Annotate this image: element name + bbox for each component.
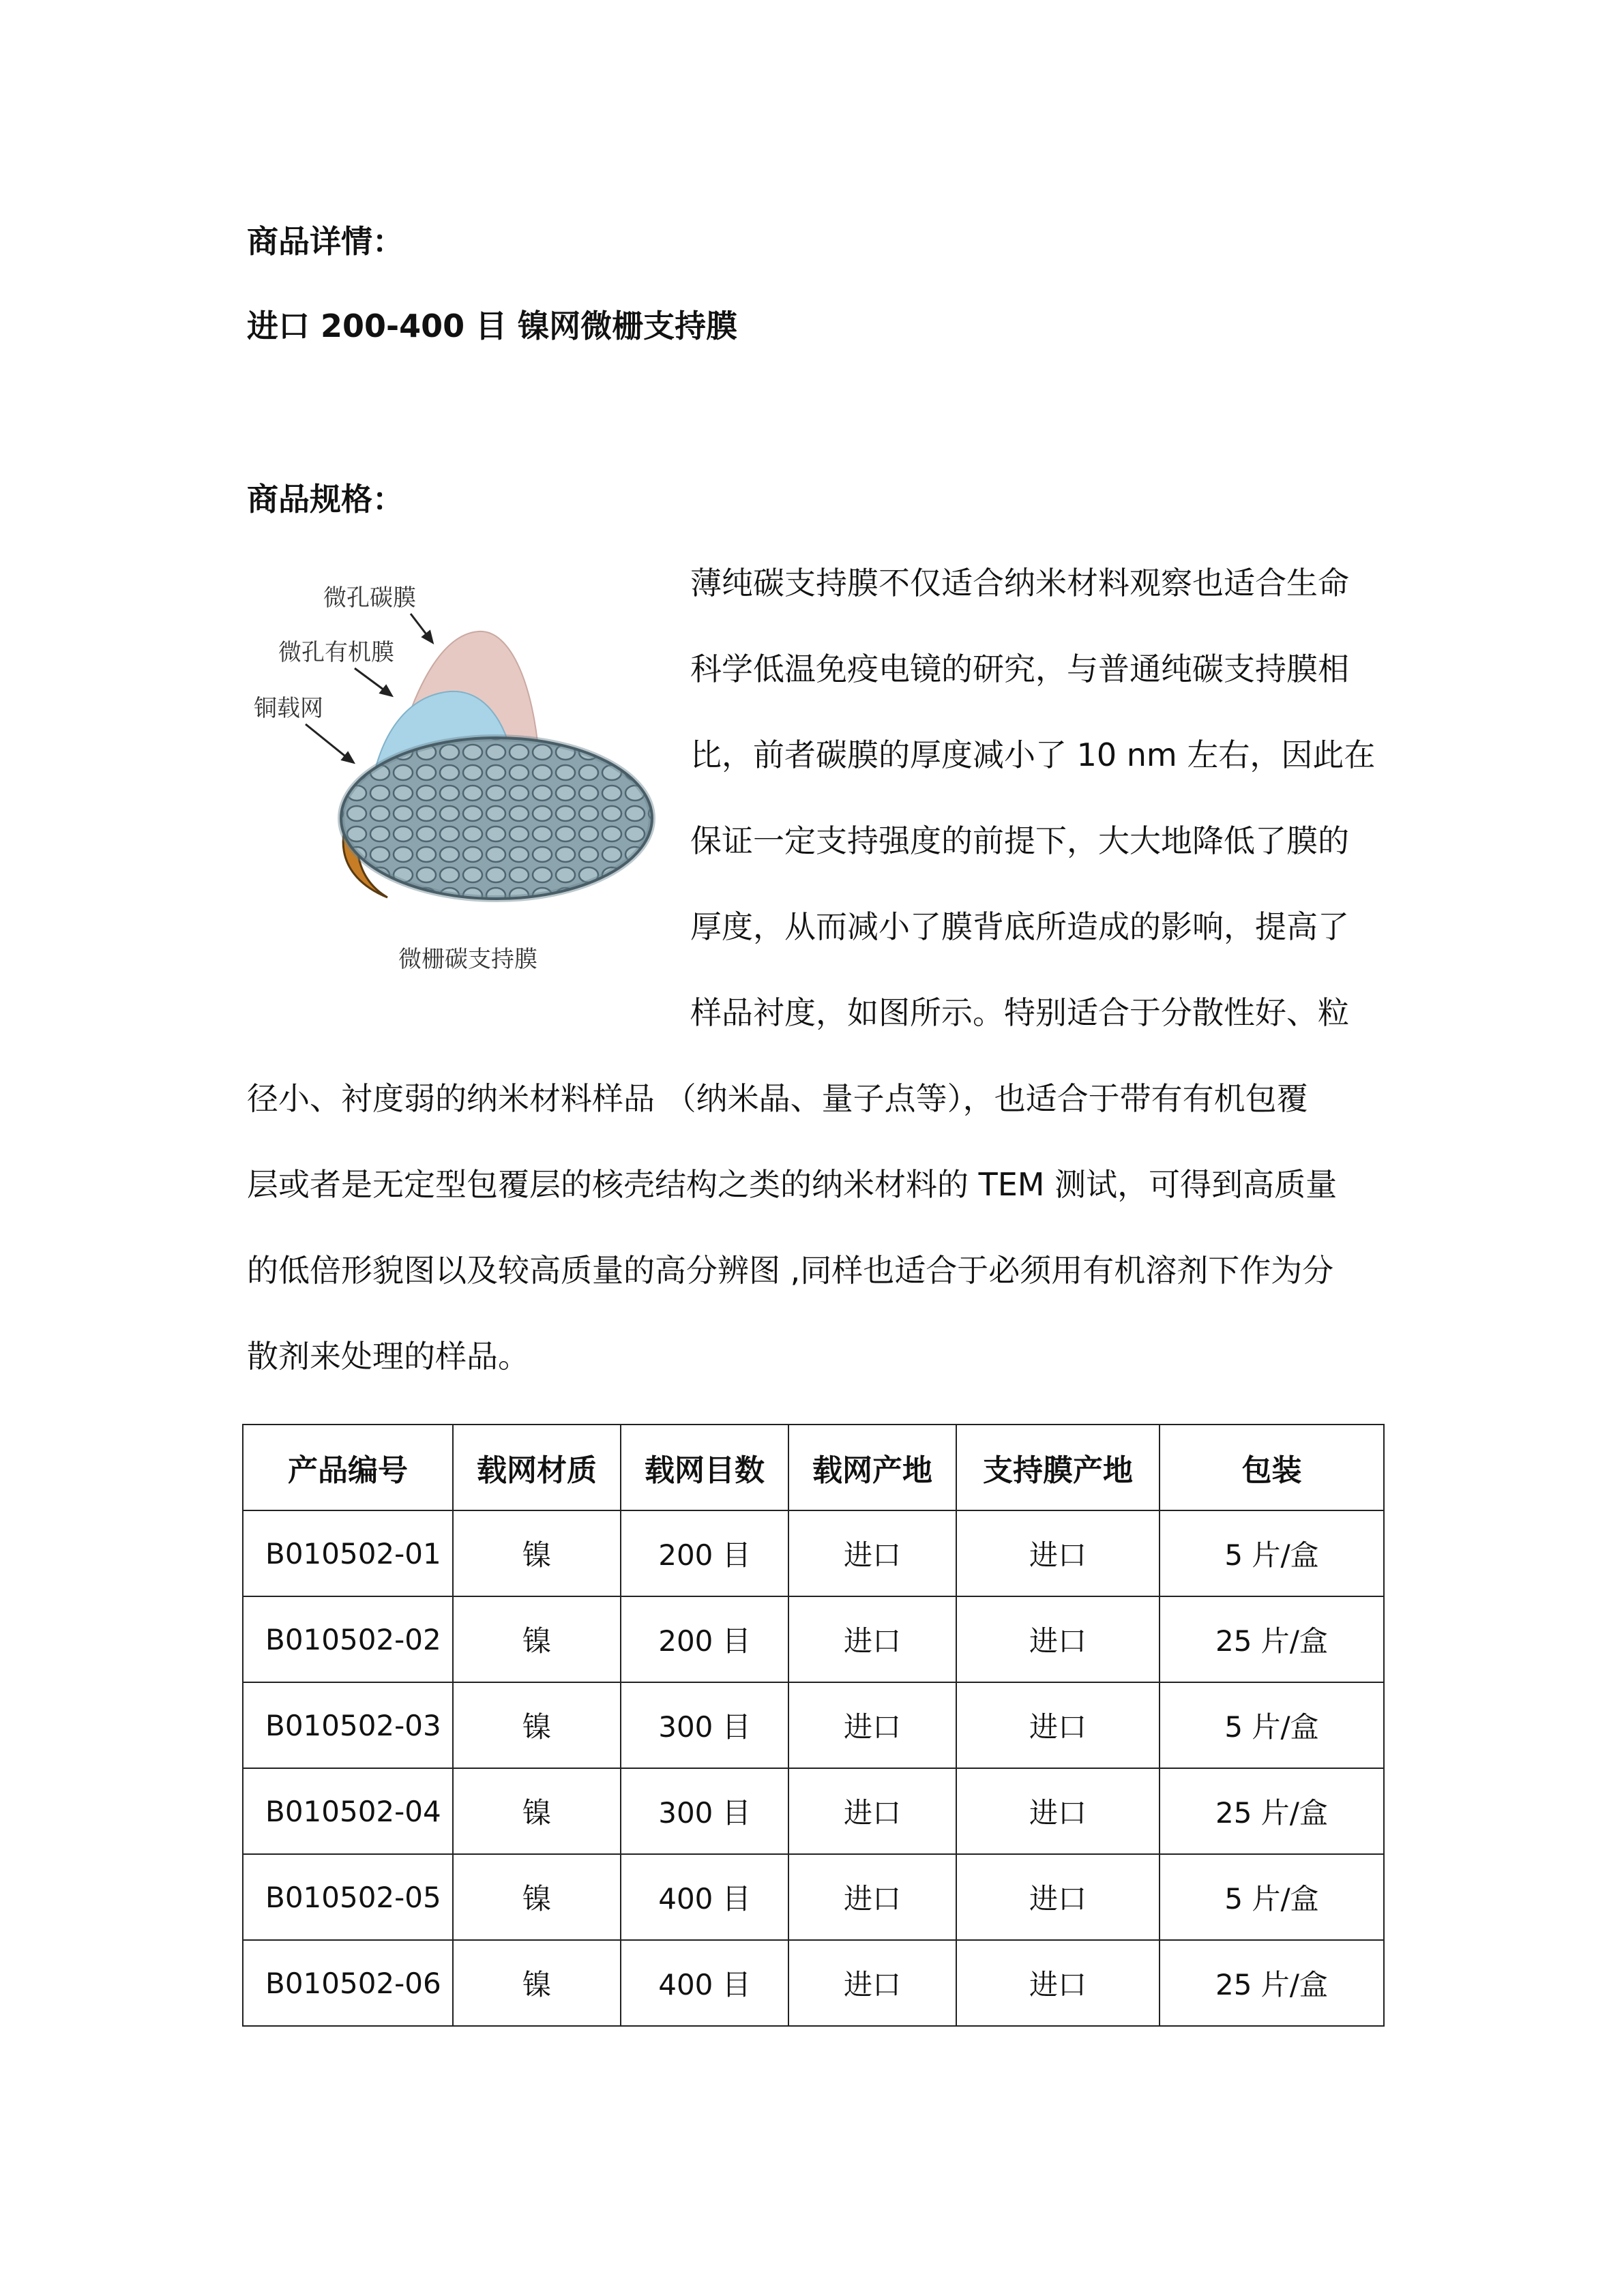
cell-grid-material: 镍 xyxy=(453,1510,621,1596)
table-row xyxy=(243,1682,1384,1768)
cell-grid-origin: 进口 xyxy=(788,1682,956,1768)
cell-product-code: B010502-06 xyxy=(243,1940,453,2026)
cell-packaging: 5 片/盒 xyxy=(1160,1682,1384,1768)
paragraph-line: 的低倍形貌图以及较高质量的高分辨图 ,同样也适合于必须用有机溶剂下作为分 xyxy=(247,1252,1334,1289)
arrow-copper-grid xyxy=(306,724,348,758)
cell-grid-mesh: 400 目 xyxy=(621,1854,788,1940)
cell-grid-mesh: 300 目 xyxy=(621,1768,788,1854)
figure-caption: 微栅碳支持膜 xyxy=(398,946,537,973)
paragraph-line: 样品衬度，如图所示。特别适合于分散性好、粒 xyxy=(690,994,1349,1031)
cell-product-code: B010502-05 xyxy=(243,1854,453,1940)
cell-product-code: B010502-03 xyxy=(243,1682,453,1768)
table-header-row xyxy=(243,1425,1384,1510)
paragraph-line: 径小、衬度弱的纳米材料样品 （纳米晶、量子点等），也适合于带有有机包覆 xyxy=(247,1080,1308,1117)
cell-grid-origin: 进口 xyxy=(788,1596,956,1682)
cell-product-code: B010502-02 xyxy=(243,1596,453,1682)
cell-film-origin: 进口 xyxy=(956,1596,1160,1682)
cell-grid-mesh: 400 目 xyxy=(621,1940,788,2026)
column-header-grid-mesh: 载网目数 xyxy=(621,1425,788,1510)
cell-film-origin: 进口 xyxy=(956,1682,1160,1768)
cell-grid-material: 镍 xyxy=(453,1682,621,1768)
paragraph-line: 层或者是无定型包覆层的核壳结构之类的纳米材料的 TEM 测试，可得到高质量 xyxy=(247,1166,1338,1203)
paragraph-line: 薄纯碳支持膜不仅适合纳米材料观察也适合生命 xyxy=(690,565,1349,601)
label-micro-carbon-film: 微孔碳膜 xyxy=(323,584,416,612)
table-row xyxy=(243,1768,1384,1854)
cell-packaging: 5 片/盒 xyxy=(1160,1510,1384,1596)
section-heading-product-details: 商品详情： xyxy=(247,223,404,260)
cell-packaging: 25 片/盒 xyxy=(1160,1596,1384,1682)
paragraph-line: 比，前者碳膜的厚度减小了 10 nm 左右，因此在 xyxy=(690,736,1376,773)
cell-grid-material: 镍 xyxy=(453,1768,621,1854)
cell-grid-origin: 进口 xyxy=(788,1940,956,2026)
column-header-product-code: 产品编号 xyxy=(243,1425,453,1510)
cell-grid-mesh: 300 目 xyxy=(621,1682,788,1768)
cell-film-origin: 进口 xyxy=(956,1854,1160,1940)
section-heading-specifications: 商品规格： xyxy=(247,481,404,518)
cell-grid-mesh: 200 目 xyxy=(621,1510,788,1596)
label-micro-organic-film: 微孔有机膜 xyxy=(278,639,394,666)
cell-grid-origin: 进口 xyxy=(788,1510,956,1596)
cell-grid-origin: 进口 xyxy=(788,1854,956,1940)
paragraph-line: 科学低温免疫电镜的研究，与普通纯碳支持膜相 xyxy=(690,651,1349,687)
column-header-grid-material: 载网材质 xyxy=(453,1425,621,1510)
cell-packaging: 25 片/盒 xyxy=(1160,1768,1384,1854)
table-row xyxy=(243,1596,1384,1682)
table-row xyxy=(243,1510,1384,1596)
column-header-packaging: 包装 xyxy=(1160,1425,1384,1510)
cell-film-origin: 进口 xyxy=(956,1510,1160,1596)
paragraph-line: 保证一定支持强度的前提下，大大地降低了膜的 xyxy=(690,822,1349,859)
cell-product-code: B010502-04 xyxy=(243,1768,453,1854)
cell-grid-material: 镍 xyxy=(453,1940,621,2026)
column-header-grid-origin: 载网产地 xyxy=(788,1425,956,1510)
cell-film-origin: 进口 xyxy=(956,1768,1160,1854)
cell-packaging: 5 片/盒 xyxy=(1160,1854,1384,1940)
arrow-micro-organic xyxy=(355,668,386,691)
table-row xyxy=(243,1940,1384,2026)
cell-product-code: B010502-01 xyxy=(243,1510,453,1596)
cell-grid-origin: 进口 xyxy=(788,1768,956,1854)
paragraph-line: 散剂来处理的样品。 xyxy=(247,1338,529,1375)
paragraph-line: 厚度，从而减小了膜背底所造成的影响，提高了 xyxy=(690,908,1349,945)
product-spec-table xyxy=(242,1424,1385,2027)
support-film-diagram-svg xyxy=(252,558,662,981)
support-film-diagram xyxy=(252,558,662,981)
table-row xyxy=(243,1854,1384,1940)
label-copper-grid: 铜载网 xyxy=(254,695,323,722)
cell-packaging: 25 片/盒 xyxy=(1160,1940,1384,2026)
cell-film-origin: 进口 xyxy=(956,1940,1160,2026)
column-header-film-origin: 支持膜产地 xyxy=(956,1425,1160,1510)
product-title: 进口 200-400 目 镍网微栅支持膜 xyxy=(247,308,738,344)
cell-grid-material: 镍 xyxy=(453,1854,621,1940)
cell-grid-material: 镍 xyxy=(453,1596,621,1682)
cell-grid-mesh: 200 目 xyxy=(621,1596,788,1682)
